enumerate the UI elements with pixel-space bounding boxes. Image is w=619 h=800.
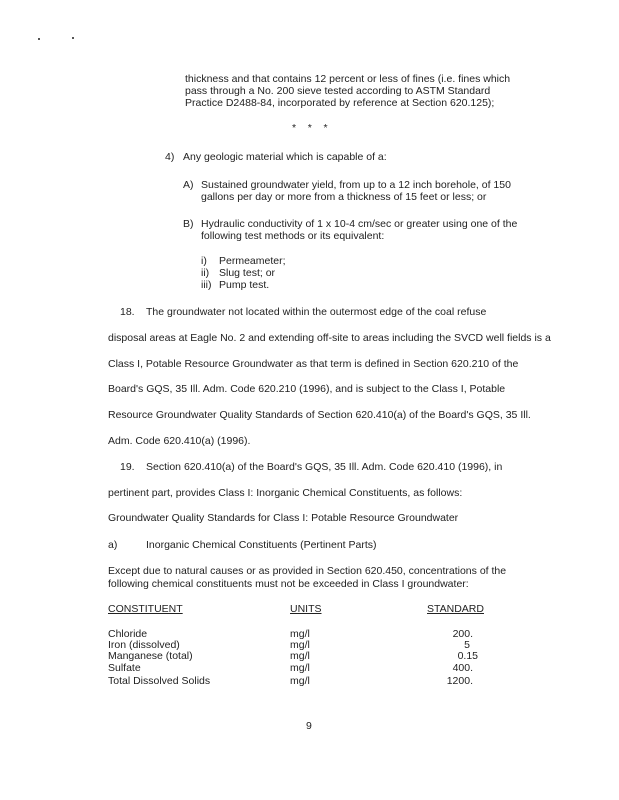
item-text: Hydraulic conductivity of 1 x 10-4 cm/sec or greater using one of the bbox=[201, 218, 518, 230]
paragraph-line: Adm. Code 620.410(a) (1996). bbox=[108, 435, 251, 447]
subsection-title: Inorganic Chemical Constituents (Pertinent Parts) bbox=[146, 539, 377, 551]
table-cell-constituent: Chloride bbox=[108, 628, 148, 640]
paragraph-number: 19. bbox=[120, 461, 135, 473]
table-cell-constituent: Sulfate bbox=[108, 662, 141, 674]
item-text: gallons per day or more from a thickness of 15 feet or less; or bbox=[201, 191, 487, 203]
except-line: following chemical constituents must not be exceeded in Class I groundwater: bbox=[108, 578, 469, 590]
paragraph-line: Class I, Potable Resource Groundwater as that term is defined in Section 620.210 of the bbox=[108, 358, 519, 370]
column-header-constituent: CONSTITUENT bbox=[108, 603, 183, 615]
table-cell-standard: 200. bbox=[452, 628, 473, 640]
paragraph-line: Resource Groundwater Quality Standards of Section 620.410(a) of the Board's GQS, 35 Ill. bbox=[108, 409, 531, 421]
except-line: Except due to natural causes or as provided in Section 620.450, concentrations of the bbox=[108, 565, 507, 577]
paragraph-line: Board's GQS, 35 Ill. Adm. Code 620.210 (1996), and is subject to the Class I, Potable bbox=[108, 383, 506, 395]
item-number: B) bbox=[183, 218, 194, 230]
ellipsis: * * * bbox=[292, 122, 328, 134]
table-cell-constituent: Manganese (total) bbox=[108, 650, 193, 662]
paragraph-line: pertinent part, provides Class I: Inorganic Chemical Constituents, as follows: bbox=[108, 487, 463, 499]
column-header-units: UNITS bbox=[290, 603, 322, 615]
method-text: Permeameter; bbox=[219, 255, 286, 267]
table-cell-standard: 5 bbox=[464, 639, 470, 651]
continuation-line: thickness and that contains 12 percent or less of fines (i.e. fines which bbox=[185, 73, 511, 85]
item-text: following test methods or its equivalent: bbox=[201, 230, 385, 242]
scan-speck bbox=[38, 38, 40, 40]
continuation-line: pass through a No. 200 sieve tested according to ASTM Standard bbox=[185, 85, 491, 97]
item-text: Any geologic material which is capable of a: bbox=[183, 151, 387, 163]
paragraph-number: 18. bbox=[120, 306, 135, 318]
table-cell-standard: 1200. bbox=[446, 675, 473, 687]
column-header-standard: STANDARD bbox=[427, 603, 484, 615]
table-cell-units: mg/l bbox=[290, 662, 310, 674]
standards-title: Groundwater Quality Standards for Class I: Potable Resource Groundwater bbox=[108, 512, 459, 524]
method-text: Slug test; or bbox=[219, 267, 276, 279]
scan-speck bbox=[72, 37, 74, 39]
table-cell-standard: 400. bbox=[452, 662, 473, 674]
table-cell-constituent: Total Dissolved Solids bbox=[108, 675, 211, 687]
subsection-number: a) bbox=[108, 539, 118, 551]
method-number: iii) bbox=[201, 279, 212, 291]
item-number: 4) bbox=[165, 151, 175, 163]
table-cell-constituent: Iron (dissolved) bbox=[108, 639, 180, 651]
paragraph-line: Section 620.410(a) of the Board's GQS, 35 Ill. Adm. Code 620.410 (1996), in bbox=[146, 461, 503, 473]
page-number: 9 bbox=[306, 720, 312, 732]
table-cell-units: mg/l bbox=[290, 675, 310, 687]
continuation-line: Practice D2488-84, incorporated by reference at Section 620.125); bbox=[185, 97, 495, 109]
method-number: i) bbox=[201, 255, 207, 267]
item-number: A) bbox=[183, 179, 194, 191]
method-text: Pump test. bbox=[219, 279, 270, 291]
table-cell-units: mg/l bbox=[290, 650, 310, 662]
method-number: ii) bbox=[201, 267, 210, 279]
table-cell-standard: 0.15 bbox=[457, 650, 478, 662]
item-text: Sustained groundwater yield, from up to a 12 inch borehole, of 150 bbox=[201, 179, 511, 191]
table-cell-units: mg/l bbox=[290, 628, 310, 640]
table-cell-units: mg/l bbox=[290, 639, 310, 651]
paragraph-line: disposal areas at Eagle No. 2 and extending off-site to areas including the SVCD well fields is a bbox=[108, 332, 551, 344]
paragraph-line: The groundwater not located within the outermost edge of the coal refuse bbox=[146, 306, 487, 318]
